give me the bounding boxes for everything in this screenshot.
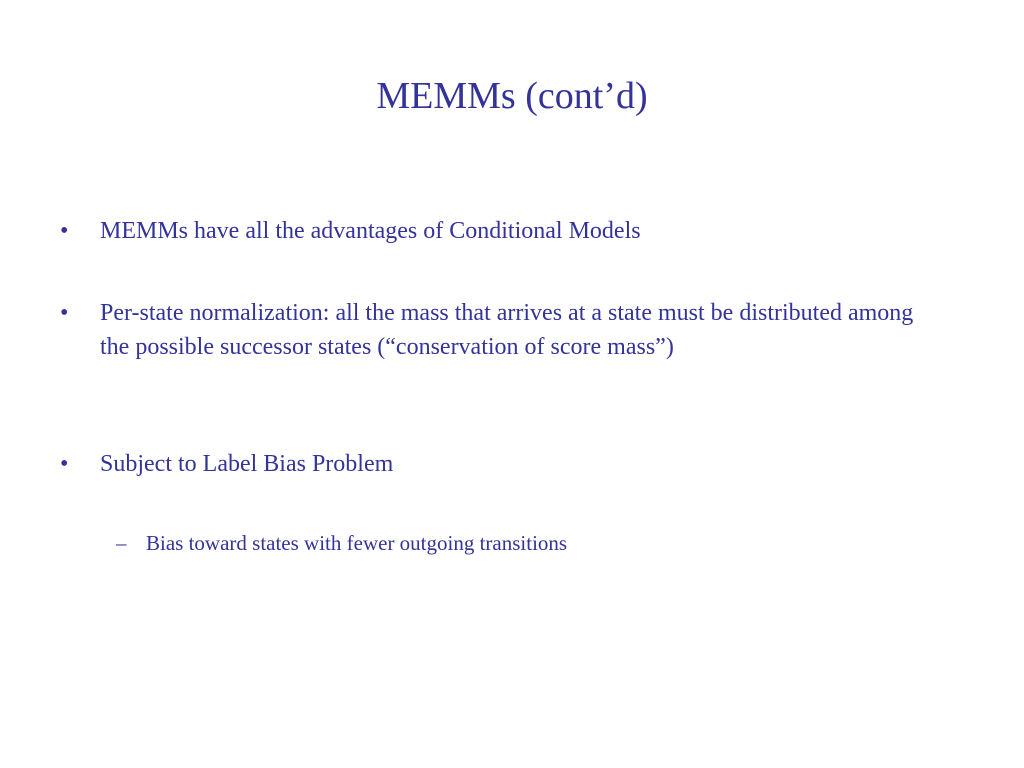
- bullet-item: [60, 296, 940, 364]
- bullet-marker: •: [60, 451, 69, 477]
- bullet-marker: •: [60, 300, 69, 326]
- bullet-text: Per-state normalization: all the mass that arrives at a state must be distributed among the possible successor states (“conservation of score mass”): [100, 300, 914, 360]
- sub-bullet-text: Bias toward states with fewer outgoing transitions: [146, 531, 568, 555]
- bullet-item: [60, 447, 940, 481]
- sub-bullet-marker: –: [116, 531, 127, 555]
- bullet-item: [60, 214, 940, 248]
- bullet-text: Subject to Label Bias Problem: [100, 451, 394, 477]
- bullet-text: MEMMs have all the advantages of Conditional Models: [100, 218, 641, 244]
- sub-bullet-item: [116, 528, 946, 558]
- bullet-marker: •: [60, 218, 69, 244]
- slide-title: MEMMs (cont’d): [376, 75, 648, 117]
